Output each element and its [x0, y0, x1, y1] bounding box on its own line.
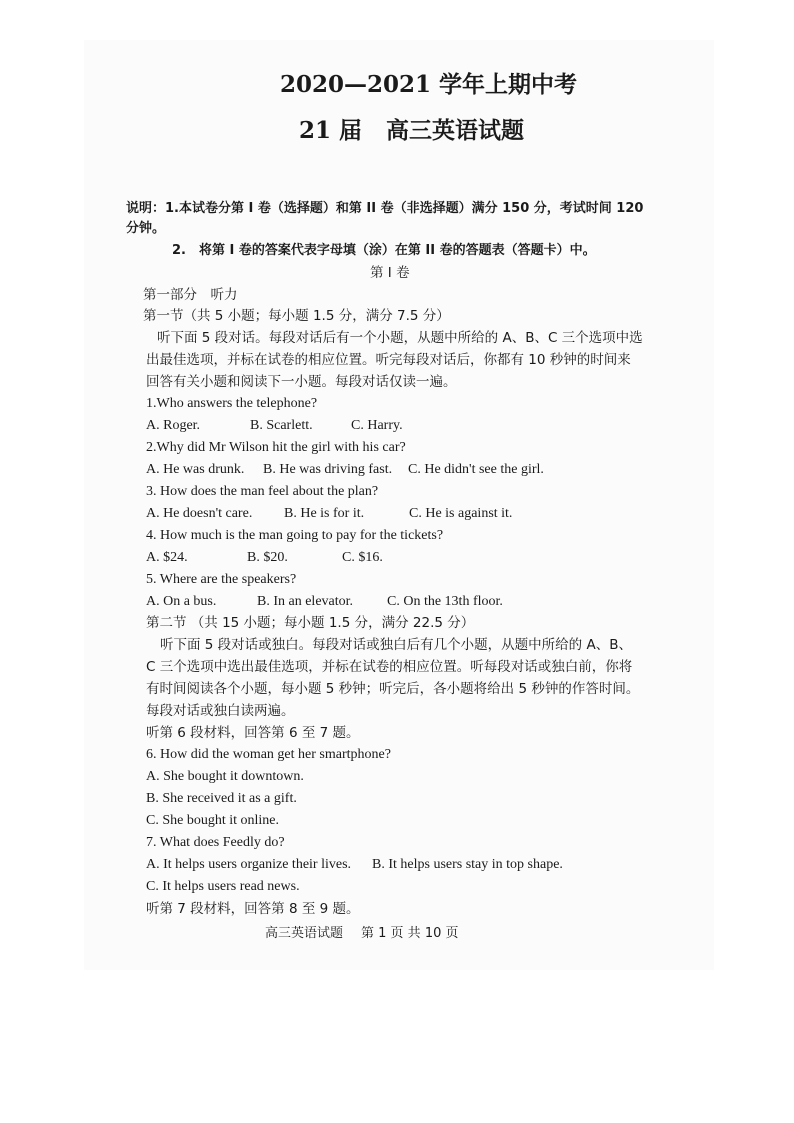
question-6: 6. How did the woman get her smartphone? [146, 747, 391, 762]
section1-para-line: 回答有关小题和阅读下一小题。每段对话仅读一遍。 [146, 374, 457, 390]
question-5: 5. Where are the speakers? [146, 572, 297, 587]
q3-option-b: B. He is for it. [284, 506, 365, 521]
footer-page-number: 第 1 页 共 10 页 [361, 926, 459, 941]
exam-title-year: 2020—2021 学年上期中考 [280, 71, 578, 98]
section1-para-line: 听下面 5 段对话。每段对话后有一个小题，从题中所给的 A、B、C 三个选项中选 [157, 330, 643, 346]
exam-title-grade [299, 116, 524, 146]
question-4: 4. How much is the man going to pay for the tickets? [146, 528, 444, 543]
q7-option-c: C. It helps users read news. [146, 879, 300, 894]
q6-option-a: A. She bought it downtown. [146, 769, 304, 784]
q5-option-b: B. In an elevator. [257, 594, 354, 609]
q6-option-c: C. She bought it online. [146, 813, 279, 828]
question-1: 1.Who answers the telephone? [146, 396, 318, 411]
q1-option-b: B. Scarlett. [250, 418, 313, 433]
part1-title: 第一部分 听力 [143, 287, 238, 303]
q4-option-c: C. $16. [342, 550, 383, 565]
q5-option-a: A. On a bus. [146, 594, 217, 609]
volume-title: 第 I 卷 [370, 265, 410, 281]
question-7: 7. What does Feedly do? [146, 835, 285, 850]
section2-para-line: C 三个选项中选出最佳选项，并标在试卷的相应位置。听每段对话或独白前，你将 [146, 659, 633, 675]
q2-option-a: A. He was drunk. [146, 462, 245, 477]
q2-option-c: C. He didn't see the girl. [408, 462, 544, 477]
section2-para-line: 每段对话或独白读两遍。 [146, 703, 295, 719]
footer [265, 924, 459, 944]
q7-option-b: B. It helps users stay in top shape. [372, 857, 563, 872]
instruction-line-2: 2. 将第 I 卷的答案代表字母填（涂）在第 II 卷的答题表（答题卡）中。 [172, 243, 596, 258]
question-3: 3. How does the man feel about the plan? [146, 484, 379, 499]
q6-option-b: B. She received it as a gift. [146, 791, 297, 806]
q5-option-c: C. On the 13th floor. [387, 594, 503, 609]
section2-title: 第二节 （共 15 小题；每小题 1.5 分，满分 22.5 分） [146, 615, 475, 631]
section1-para-line: 出最佳选项，并标在试卷的相应位置。听完每段对话后，你都有 10 秒钟的时间来 [146, 352, 631, 368]
q4-option-a: A. $24. [146, 550, 188, 565]
listen-instruction-6: 听第 6 段材料，回答第 6 至 7 题。 [146, 725, 360, 741]
instruction-line-1-cont: 分钟。 [126, 221, 166, 236]
section2-para-line: 有时间阅读各个小题，每小题 5 秒钟；听完后，各小题将给出 5 秒钟的作答时间。 [146, 681, 640, 697]
exam-grade-label: 21 届 [299, 117, 363, 144]
q2-option-b: B. He was driving fast. [263, 462, 393, 477]
q1-option-a: A. Roger. [146, 418, 201, 433]
q3-option-c: C. He is against it. [409, 506, 513, 521]
q7-option-a: A. It helps users organize their lives. [146, 857, 352, 872]
section1-title: 第一节（共 5 小题；每小题 1.5 分，满分 7.5 分） [143, 308, 450, 324]
listen-instruction-7: 听第 7 段材料，回答第 8 至 9 题。 [146, 901, 360, 917]
exam-subject-label: 高三英语试题 [386, 117, 525, 144]
footer-subject: 高三英语试题 [265, 926, 344, 941]
q1-option-c: C. Harry. [351, 418, 403, 433]
q4-option-b: B. $20. [247, 550, 288, 565]
question-2: 2.Why did Mr Wilson hit the girl with his car? [146, 440, 406, 455]
q3-option-a: A. He doesn't care. [146, 506, 253, 521]
instruction-line-1: 说明：1.本试卷分第 I 卷（选择题）和第 II 卷（非选择题）满分 150 分，考试时间 120 [126, 201, 644, 216]
section2-para-line: 听下面 5 段对话或独白。每段对话或独白后有几个小题，从题中所给的 A、B、 [160, 637, 632, 653]
